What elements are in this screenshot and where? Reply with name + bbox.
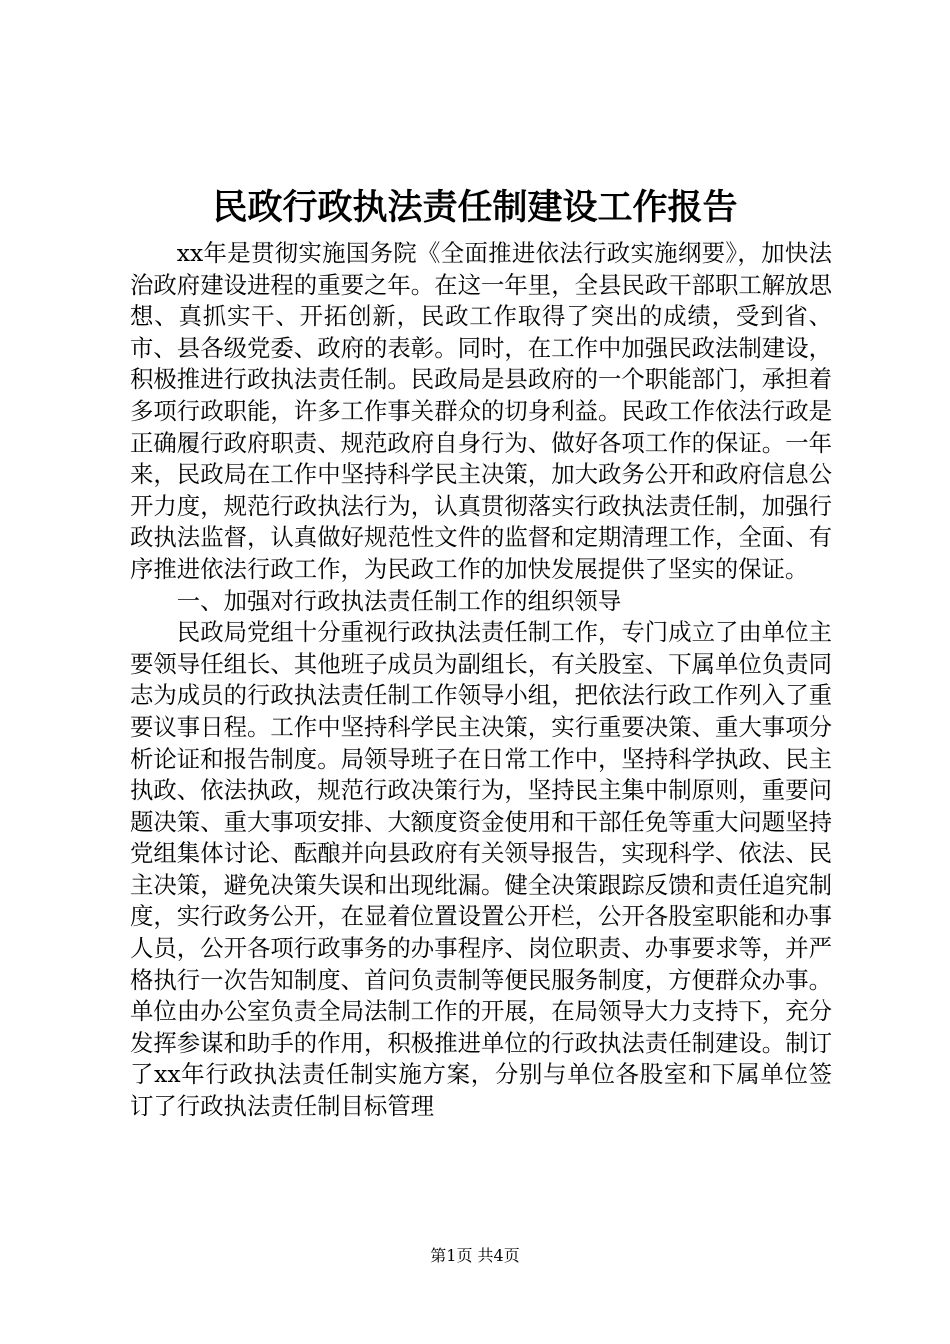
document-title: 民政行政执法责任制建设工作报告 [212, 187, 738, 228]
section-heading-1: 一、加强对行政执法责任制工作的组织领导 [176, 586, 622, 615]
document-body [130, 238, 832, 1123]
page-footer: 第1页 共4页 [430, 1246, 520, 1265]
paragraph-section-1: 民政局党组十分重视行政执法责任制工作，专门成立了由单位主要领导任组长、其他班子成员为副组长，有关股室、下属单位负责同志为成员的行政执法责任制工作领导小组，把依法行政工作列入了重要议事日程。工作中坚持科学民主决策，实行重要决策、重大事项分析论证和报告制度。局领导班子在日常工作中，坚持科学执政、民主执政、依法执政，规范行政决策行为，坚持民主集中制原则，重要问题决策、重大事项安排、大额度资金使用和干部任免等重大问题坚持党组集体讨论、酝酿并向县政府有关领导报告，实现科学、依法、民主决策，避免决策失误和出现纰漏。健全决策跟踪反馈和责任追究制度，实行政务公开，在显着位置设置公开栏，公开各股室职能和办事人员，公开各项行政事务的办事程序、岗位职责、办事要求等，并严格执行一次告知制度、首问负责制等便民服务制度，方便群众办事。单位由办公室负责全局法制工作的开展，在局领导大力支持下，充分发挥参谋和助手的作用，积极推进单位的行政执法责任制建设。制订了xx年行政执法责任制实施方案，分别与单位各股室和下属单位签订了行政执法责任制目标管理 [130, 618, 832, 1121]
paragraph-intro: xx年是贯彻实施国务院《全面推进依法行政实施纲要》，加快法治政府建设进程的重要之年。在这一年里，全县民政干部职工解放思想、真抓实干、开拓创新，民政工作取得了突出的成绩，受到省、市、县各级党委、政府的表彰。同时，在工作中加强民政法制建设，积极推进行政执法责任制。民政局是县政府的一个职能部门，承担着多项行政职能，许多工作事关群众的切身利益。民政工作依法行政是正确履行政府职责、规范政府自身行为、做好各项工作的保证。一年来，民政局在工作中坚持科学民主决策，加大政务公开和政府信息公开力度，规范行政执法行为，认真贯彻落实行政执法责任制，加强行政执法监督，认真做好规范性文件的监督和定期清理工作，全面、有序推进依法行政工作，为民政工作的加快发展提供了坚实的保证。 [130, 239, 832, 583]
